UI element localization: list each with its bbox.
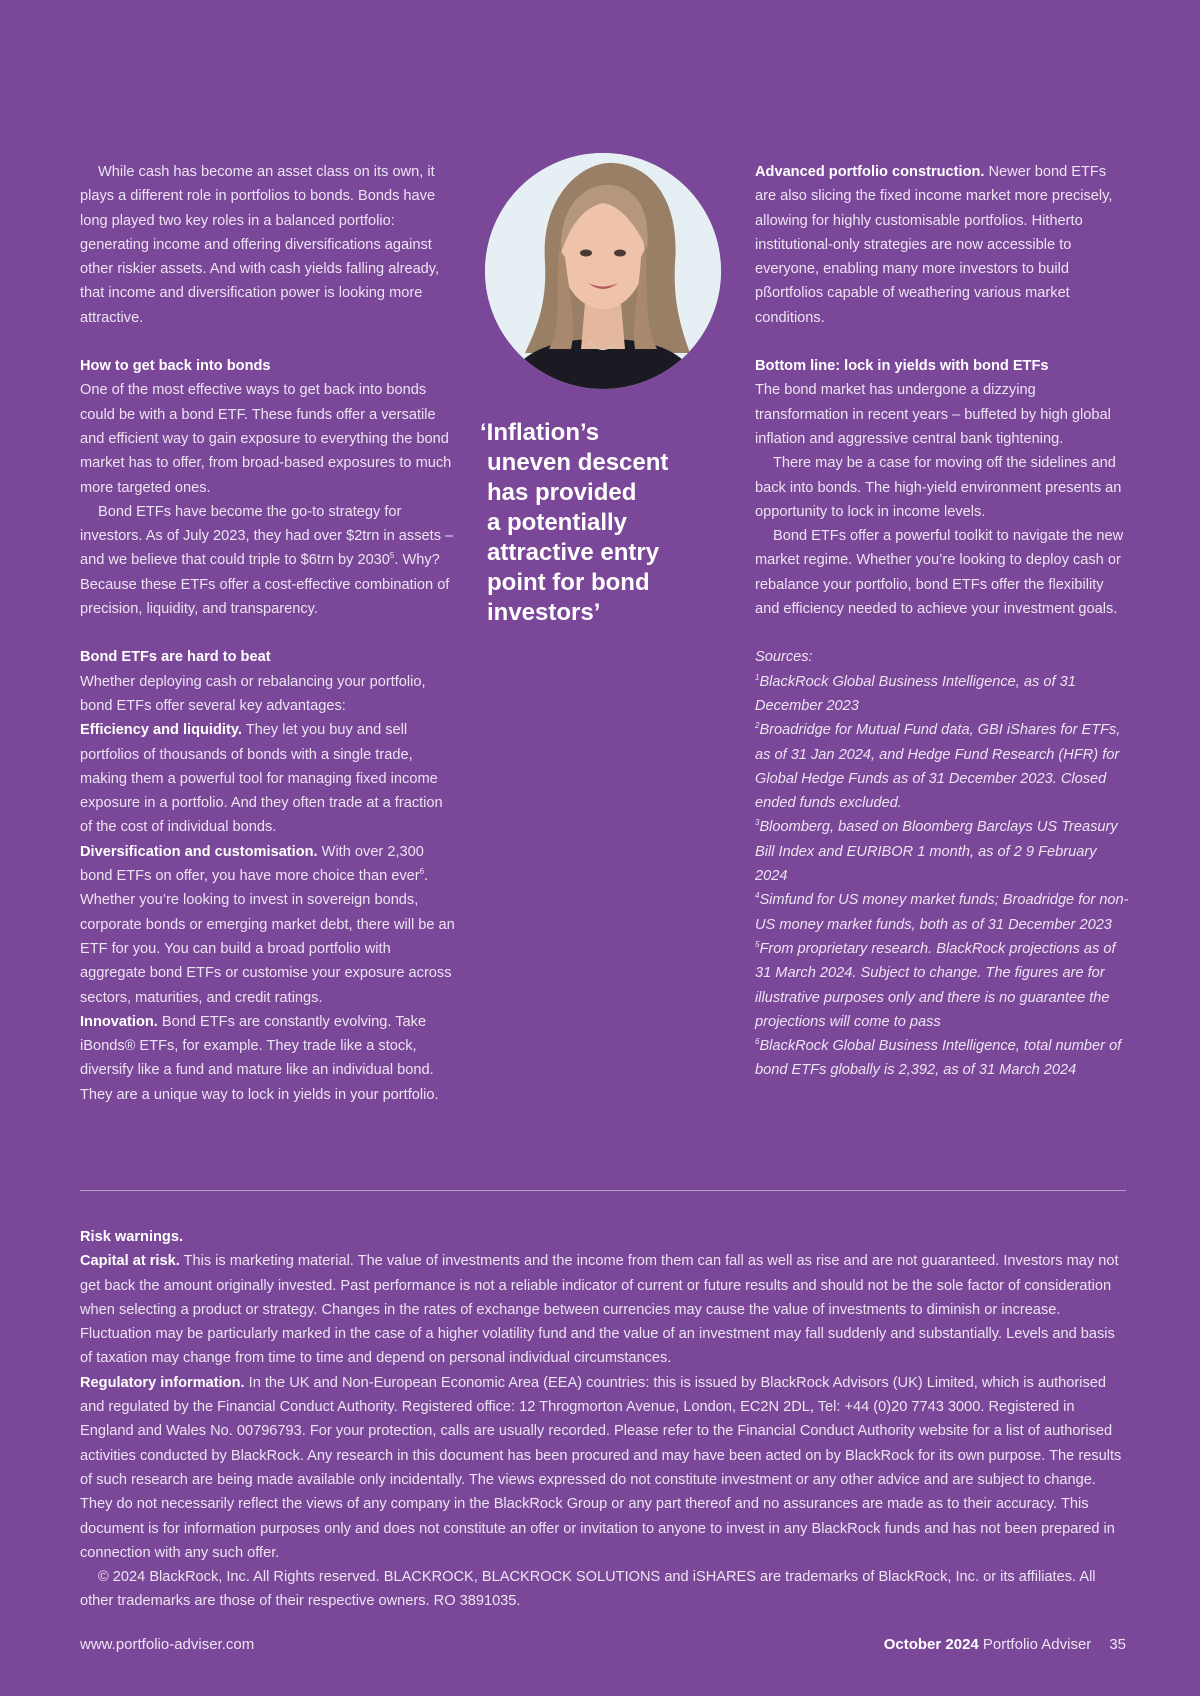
risk-text: In the UK and Non-European Economic Area (EEA) countries: this is issued by BlackRock Advisors (UK) Limited, which is authorised and regulated by the Financial Conduct Authority. Registered office: 12 Throgmorton Avenue, London, EC2N 2DL, Tel: +44 (0)20 7743 3000. Registered in England and Wales No. 00796793. For your protection, calls are usually recorded. Please refer to the Financial Conduct Authority website for a list of authorised activities conducted by BlackRock. Any research in this document has been procured and may have been acted on by BlackRock for its own purpose. The results of such research are being made available only incidentally. The views expressed do not constitute investment or any other advice and are subject to change. They do not necessarily reflect the views of any company in the BlackRock Group or any part thereof and no assurances are made as to their accuracy. This document is for information purposes only and does not constitute an offer or invitation to anyone to invest in any BlackRock funds and has not been prepared in connection with any such offer. (80, 1374, 1122, 1561)
source-number: 6 (755, 1037, 760, 1047)
source-item (755, 718, 1130, 815)
quote-line: attractive entry (487, 539, 660, 566)
paragraph-text: Newer bond ETFs are also slicing the fixed income market more precisely, allowing for highly customisable portfolios. Hitherto institutional-only strategies are now accessible to everyone, enabling many more investors to build pßortfolios capable of weathering various market conditions. (755, 164, 1113, 326)
footnote-ref: 5 (389, 551, 395, 561)
section-heading: How to get back into bonds (80, 358, 271, 375)
source-number: 2 (755, 721, 760, 731)
paragraph-text: They let you buy and sell portfolios of thousands of bonds with a single trade, making them a powerful tool for managing fixed income exposure in a portfolio. And they often trade at a fraction of the cost of individual bonds. (80, 722, 443, 836)
paragraph (80, 1010, 455, 1107)
lead-in: Capital at risk. (80, 1253, 180, 1270)
risk-paragraph (80, 1249, 1128, 1370)
source-text: Bloomberg, based on Bloomberg Barclays US Treasury Bill Index and EURIBOR 1 month, as of 2 9 February 2024 (755, 819, 1118, 885)
paragraph (80, 840, 455, 1010)
lead-in: Advanced portfolio construction. (755, 164, 985, 180)
source-number: 1 (755, 672, 760, 682)
left-column (80, 160, 455, 1107)
lead-in: Efficiency and liquidity. (80, 722, 242, 739)
source-number: 5 (755, 940, 760, 950)
source-text: BlackRock Global Business Intelligence, as of 31 December 2023 (755, 673, 1076, 714)
lead-in: Regulatory information. (80, 1374, 245, 1391)
source-text: From proprietary research. BlackRock projections as of 31 March 2024. Subject to change. The figures are for illustrative purposes only and there is no guarantee the projections will come to pass (755, 940, 1116, 1030)
section-heading: Bond ETFs are hard to beat (80, 649, 271, 666)
right-column (755, 160, 1130, 1083)
paragraph-text: With over 2,300 bond ETFs on offer, you have more choice than ever (80, 843, 424, 885)
source-text: Broadridge for Mutual Fund data, GBI iShares for ETFs, as of 31 Jan 2024, and Hedge Fund Research (HFR) for Global Hedge Funds as of 31 December 2023. Closed ended funds excluded. (755, 722, 1121, 812)
source-item (755, 1034, 1130, 1083)
source-item (755, 815, 1130, 888)
paragraph: Whether deploying cash or rebalancing your portfolio, bond ETFs offer several key advantages: (80, 673, 426, 714)
source-text: BlackRock Global Business Intelligence, total number of bond ETFs globally is 2,392, as of 31 March 2024 (755, 1038, 1122, 1079)
paragraph: One of the most effective ways to get back into bonds could be with a bond ETF. These funds offer a versatile and efficient way to gain exposure to everything the bond market has to offer, from broad-based exposures to much more targeted ones. (80, 382, 452, 496)
issue-date: October 2024 (883, 1636, 979, 1653)
source-text: Simfund for US money market funds; Broadridge for non-US money market funds, both as of 31 December 2023 (755, 892, 1129, 933)
risk-title: Risk warnings. (80, 1229, 183, 1245)
risk-paragraph (80, 1371, 1128, 1565)
paragraph-text: . Whether you’re looking to invest in sovereign bonds, corporate bonds or emerging market debt, there will be an ETF for you. You can build a broad portfolio with aggregate bond ETFs or customise your exposure across sectors, maturities, and credit ratings. (80, 868, 455, 1006)
website-link[interactable]: www.portfolio-adviser.com (80, 1636, 255, 1653)
source-item (755, 937, 1130, 1034)
source-number: 3 (755, 818, 760, 828)
source-number: 4 (755, 891, 760, 901)
quote-line: ‘Inflation’s (480, 419, 600, 446)
quote-line: has provided (487, 479, 637, 506)
paragraph: While cash has become an asset class on its own, it plays a different role in portfolios to bonds. Bonds have long played two key roles in a balanced portfolio: generating income and offering diversifications against other riskier assets. And with cash yields falling already, that income and diversification power is looking more attractive. (80, 164, 440, 326)
quote-line: uneven descent (487, 449, 669, 476)
paragraph-text: Bond ETFs have become the go-to strategy for investors. As of July 2023, they had over $2trn in assets – and we believe that could triple to $6trn by 2030 (80, 503, 454, 569)
lead-in: Diversification and customisation. (80, 843, 318, 860)
paragraph (80, 718, 455, 839)
footnote-ref: 6 (419, 867, 425, 877)
paragraph (80, 500, 455, 621)
section-divider (80, 1190, 1126, 1191)
sources-list (755, 645, 1130, 1082)
sources-title: Sources: (755, 649, 813, 666)
section-heading: Bottom line: lock in yields with bond ETFs (755, 358, 1049, 375)
paragraph-text: . Why? Because these ETFs offer a cost-effective combination of precision, liquidity, and transparency. (80, 552, 450, 618)
author-portrait (485, 153, 721, 389)
source-item (755, 888, 1130, 937)
copyright-notice: © 2024 BlackRock, Inc. All Rights reserved. BLACKROCK, BLACKROCK SOLUTIONS and iSHARES are trademarks of BlackRock, Inc. or its affiliates. All other trademarks are those of their respective owners. RO 3891035. (80, 1569, 1096, 1610)
publication-name: Portfolio Adviser (982, 1636, 1092, 1653)
quote-line: investors’ (487, 599, 601, 626)
quote-line: a potentially (487, 509, 628, 536)
paragraph: The bond market has undergone a dizzying transformation in recent years – buffeted by high global inflation and aggressive central bank tightening. (755, 382, 1111, 447)
paragraph: There may be a case for moving off the sidelines and back into bonds. The high-yield environment presents an opportunity to lock in income levels. (755, 455, 1122, 520)
paragraph: Bond ETFs offer a powerful toolkit to navigate the new market regime. Whether you’re looking to deploy cash or rebalance your portfolio, bond ETFs offer the flexibility and efficiency needed to achieve your investment goals. (755, 528, 1124, 618)
paragraph-text: Bond ETFs are constantly evolving. Take iBonds® ETFs, for example. They trade like a stock, diversify like a fund and mature like an individual bond. They are a unique way to lock in yields in your portfolio. (80, 1013, 439, 1103)
lead-in: Innovation. (80, 1013, 158, 1030)
risk-text: This is marketing material. The value of investments and the income from them can fall as well as rise and are not guaranteed. Investors may not get back the amount originally invested. Past performance is not a reliable indicator of current or future results and should not be the sole factor of consideration when selecting a product or strategy. Changes in the rates of exchange between currencies may cause the value of investments to diminish or increase. Fluctuation may be particularly marked in the case of a higher volatility fund and the value of an investment may fall suddenly and substantially. Levels and basis of taxation may change from time to time and depend on personal individual circumstances. (80, 1253, 1119, 1367)
paragraph (755, 160, 1130, 330)
portrait-illustration (485, 153, 721, 389)
quote-line: point for bond (487, 569, 650, 596)
pull-quote (480, 418, 730, 628)
page-number: 35 (1109, 1636, 1126, 1653)
risk-warnings (80, 1225, 1128, 1614)
source-item (755, 670, 1130, 719)
page-footer (884, 1636, 1126, 1653)
